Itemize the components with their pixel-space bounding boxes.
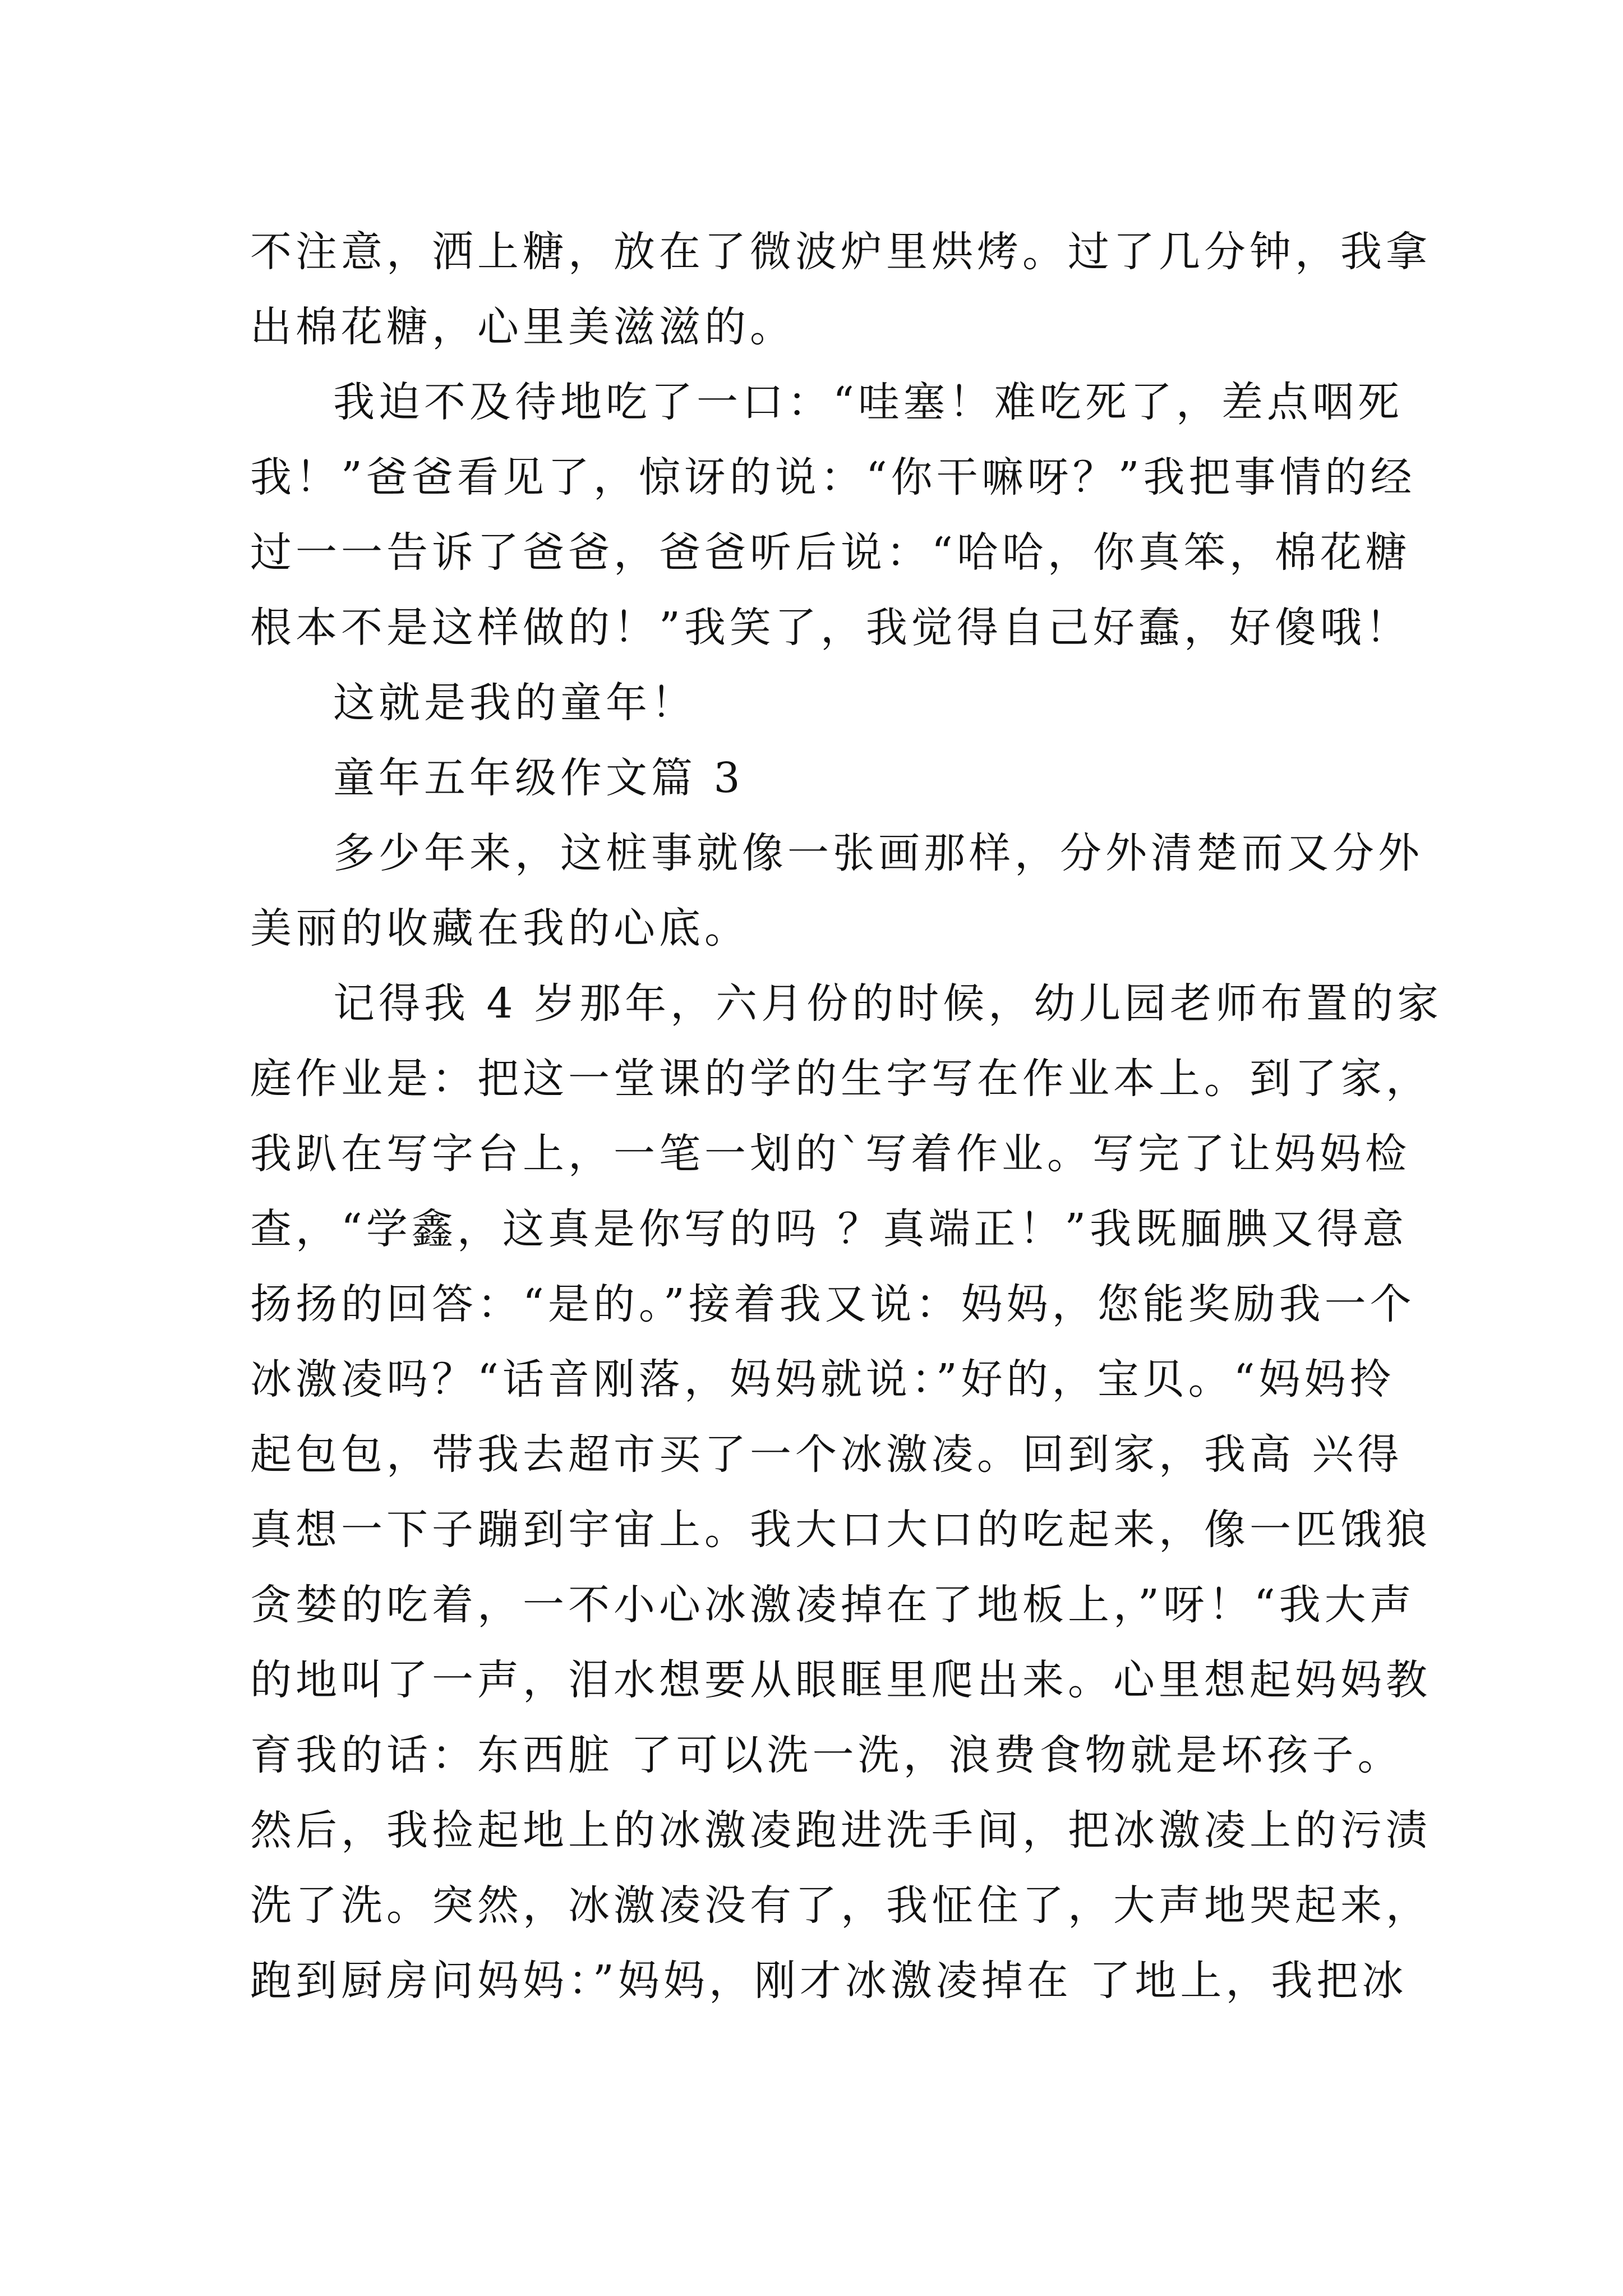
- text-line: 洗了洗。突然，冰激凌没有了，我怔住了，大声地哭起来，: [250, 1881, 1431, 1930]
- text-line: 出棉花糖，心里美滋滋的。: [250, 303, 795, 351]
- text-line: 我趴在写字台上，一笔一划的`写着作业。写完了让妈妈检: [250, 1130, 1410, 1178]
- text-line: 我迫不及待地吃了一口：“哇塞！难吃死了，差点咽死: [333, 378, 1403, 426]
- text-line: 育我的话：东西脏 了可以洗一洗，浪费食物就是坏孩子。: [250, 1731, 1403, 1779]
- text-line: 这就是我的童年！: [333, 679, 697, 727]
- text-line: 不注意，洒上糖，放在了微波炉里烘烤。过了几分钟，我拿: [250, 228, 1431, 276]
- text-line: 真想一下子蹦到宇宙上。我大口大口的吃起来，像一匹饿狼: [250, 1506, 1431, 1554]
- text-line: 我！”爸爸看见了，惊讶的说：“你干嘛呀？”我把事情的经: [250, 453, 1416, 501]
- text-line: 跑到厨房问妈妈：”妈妈，刚才冰激凌掉在 了地上，我把冰: [250, 1957, 1408, 2005]
- text-line: 记得我 4 岁那年，六月份的时候，幼儿园老师布置的家: [333, 979, 1443, 1028]
- text-line: 贪婪的吃着，一不小心冰激凌掉在了地板上，”呀！“我大声: [250, 1581, 1415, 1629]
- text-line: 的地叫了一声，泪水想要从眼眶里爬出来。心里想起妈妈教: [250, 1656, 1431, 1704]
- section-heading: 童年五年级作文篇 3: [333, 754, 744, 802]
- text-line: 查，“学鑫，这真是你写的吗 ？真端正！”我既腼腆又得意: [250, 1205, 1408, 1253]
- text-line: 冰激凌吗？“话音刚落，妈妈就说：”好的，宝贝。“妈妈拎: [250, 1355, 1395, 1404]
- text-line: 多少年来，这桩事就像一张画那样，分外清楚而又分外: [333, 829, 1423, 877]
- text-line: 过一一告诉了爸爸，爸爸听后说：“哈哈，你真笨，棉花糖: [250, 528, 1411, 577]
- text-line: 庭作业是：把这一堂课的学的生字写在作业本上。到了家，: [250, 1055, 1431, 1103]
- text-line: 然后，我捡起地上的冰激凌跑进洗手间，把冰激凌上的污渍: [250, 1806, 1431, 1855]
- text-line: 起包包，带我去超市买了一个冰激凌。回到家，我高 兴得: [250, 1430, 1403, 1479]
- text-line: 扬扬的回答：“是的。”接着我又说：妈妈，您能奖励我一个: [250, 1280, 1415, 1328]
- text-line: 美丽的收藏在我的心底。: [250, 904, 750, 953]
- essay-body: [250, 214, 1443, 2018]
- text-line: 根本不是这样做的！”我笑了，我觉得自己好蠢，好傻哦！: [250, 604, 1411, 652]
